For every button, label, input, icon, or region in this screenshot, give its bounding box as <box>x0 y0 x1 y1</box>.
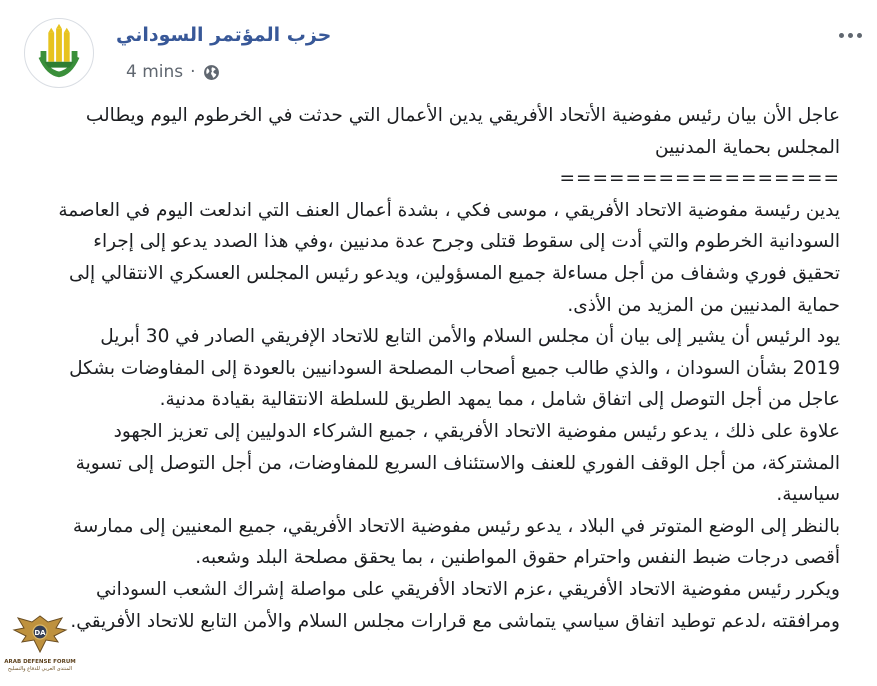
post-paragraph: يود الرئيس أن يشير إلى بيان أن مجلس السلام والأمن التابع للاتحاد الإفريقي الصادر في 30 أبريل 2019 بشأن السودان ، والذي طالب جميع أصحاب المصلحة السودانيين بالعودة إلى المفاوضات بشكل عاجل من أجل التوصل إلى اتفاق شامل ، مما يمهد الطريق للسلطة الانتقالية بقيادة مدنية. <box>69 326 840 411</box>
post-paragraph: يدين رئيسة مفوضية الاتحاد الأفريقي ، موسى فكي ، بشدة أعمال العنف التي اندلعت اليوم في العاصمة السودانية الخرطوم والتي أدت إلى سقوط قتلى وجرح عدة مدنيين ،وفي هذا الصدد يدعو إلى إجراء تحقيق فوري وشفاف من أجل مساءلة جميع المسؤولين، ويدعو رئيس المجلس العسكري الانتقالي إلى حماية المدنيين من المزيد من الأذى. <box>58 199 840 316</box>
eagle-emblem-icon <box>10 608 70 658</box>
post-paragraph: علاوة على ذلك ، يدعو رئيس مفوضية الاتحاد الأفريقي ، جميع الشركاء الدوليين إلى تعزيز الجهود المشتركة، من أجل الوقف الفوري للعنف والاستئناف السريع للمفاوضات، من أجل التوصل إلى تسوية سياسية. <box>75 420 840 506</box>
post-paragraph: عاجل الأن بيان رئيس مفوضية الأتحاد الأفريقي يدين الأعمال التي حدثت في الخرطوم اليوم ويطالب المجلس بحماية المدنيين <box>85 105 840 158</box>
page-avatar[interactable] <box>24 18 94 88</box>
watermark-title: ARAB DEFENSE FORUM <box>4 659 76 665</box>
page-name-link[interactable]: حزب المؤتمر السوداني <box>116 24 332 46</box>
post-paragraph: بالنظر إلى الوضع المتوتر في البلاد ، يدعو رئيس مفوضية الاتحاد الأفريقي، جميع المعنيين إلى ممارسة أقصى درجات ضبط النفس واحترام حقوق المواطنين ، بما يحقق مصلحة البلد وشعبه. <box>72 515 840 569</box>
party-logo-icon <box>25 19 93 87</box>
post-body <box>58 100 840 637</box>
forum-watermark <box>4 608 76 684</box>
post-paragraph: ويكرر رئيس مفوضية الاتحاد الأفريقي ،عزم الاتحاد الأفريقي على مواصلة إشراك الشعب السوداني ومرافقته ،لدعم توطيد اتفاق سياسي يتماشى مع قرارات مجلس السلام والأمن التابع للاتحاد الأفريقي. <box>70 578 840 632</box>
post-meta <box>126 62 220 82</box>
post-separator-line: ================= <box>559 168 840 190</box>
more-options-icon[interactable] <box>833 24 867 46</box>
meta-separator: · <box>190 62 196 82</box>
svg-text:DA: DA <box>34 629 46 637</box>
globe-icon[interactable] <box>203 64 220 81</box>
post-timestamp[interactable]: 4 mins <box>126 62 184 82</box>
watermark-subtitle: المنتدى العربي للدفاع والتسليح <box>7 666 73 672</box>
post-header <box>24 14 867 94</box>
